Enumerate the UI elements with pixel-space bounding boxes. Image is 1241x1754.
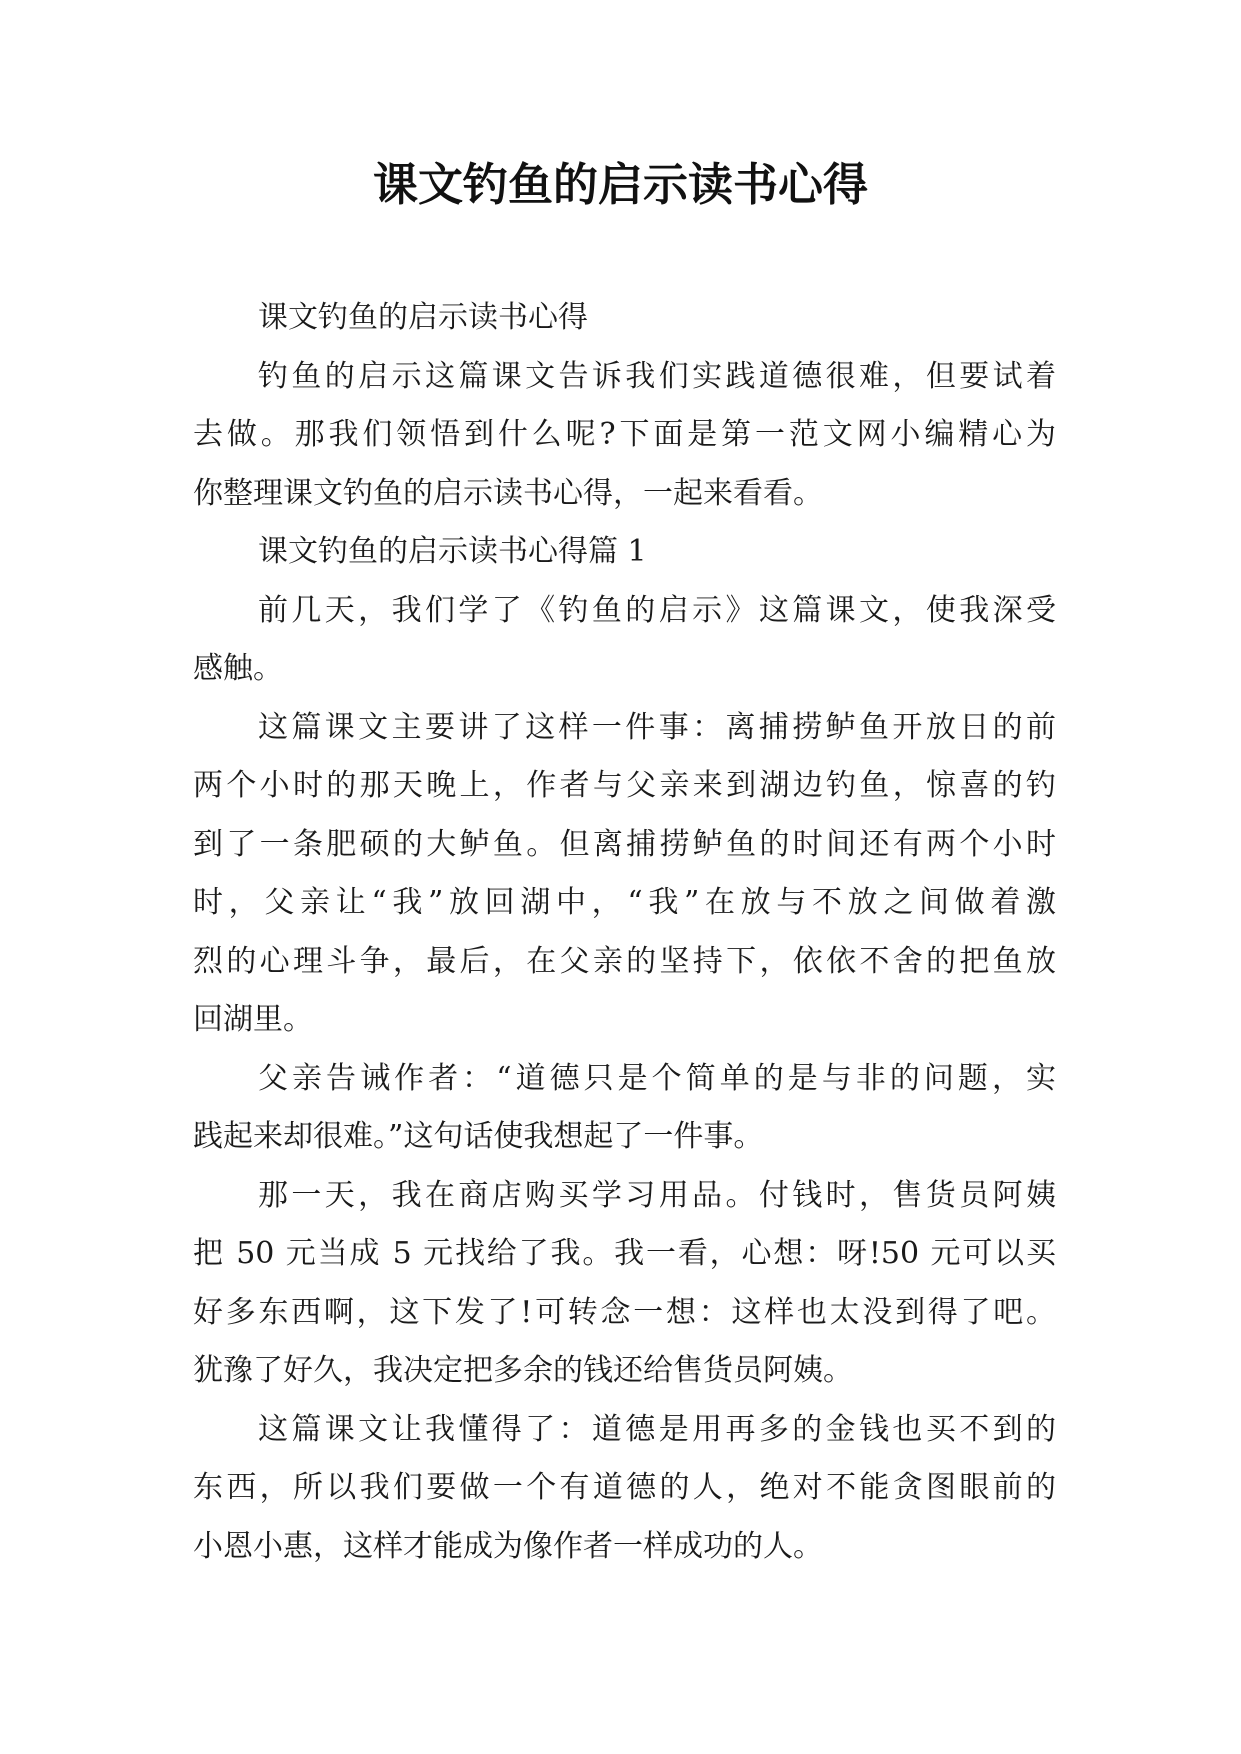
- paragraph-line: 回湖里。: [193, 1002, 313, 1037]
- paragraph-line: 感触。: [193, 651, 283, 686]
- paragraph-line: 钓鱼的启示这篇课文告诉我们实践道德很难，但要试着: [258, 358, 1056, 394]
- paragraph-line: 两个小时的那天晚上，作者与父亲来到湖边钓鱼，惊喜的钓: [193, 768, 1056, 803]
- paragraph-line: 东西，所以我们要做一个有道德的人，绝对不能贪图眼前的: [193, 1470, 1056, 1505]
- paragraph-line: 犹豫了好久，我决定把多余的钱还给售货员阿姨。: [193, 1353, 853, 1388]
- paragraph-line: 这篇课文让我懂得了：道德是用再多的金钱也买不到的: [258, 1411, 1056, 1447]
- paragraph: [193, 1167, 1056, 1401]
- paragraph-line: 那一天，我在商店购买学习用品。付钱时，售货员阿姨: [258, 1177, 1056, 1213]
- paragraph-line: 好多东西啊，这下发了!可转念一想：这样也太没到得了吧。: [193, 1294, 1056, 1330]
- document-title: 课文钓鱼的启示读书心得: [372, 158, 868, 211]
- paragraph-line: 时，父亲让“我”放回湖中，“我”在放与不放之间做着激: [193, 885, 1056, 920]
- paragraph-line: 你整理课文钓鱼的启示读书心得，一起来看看。: [193, 475, 823, 511]
- paragraph-line: 去做。那我们领悟到什么呢?下面是第一范文网小编精心为: [193, 417, 1056, 452]
- paragraph-line: 父亲告诫作者：“道德只是个简单的是与非的问题，实: [258, 1060, 1056, 1096]
- paragraph-line: 小恩小惠，这样才能成为像作者一样成功的人。: [193, 1528, 823, 1564]
- paragraph-section-heading: [193, 523, 1056, 582]
- paragraph: [193, 699, 1056, 1050]
- paragraph-line: 到了一条肥硕的大鲈鱼。但离捕捞鲈鱼的时间还有两个小时: [193, 826, 1056, 862]
- paragraph-line: 烈的心理斗争，最后，在父亲的坚持下，依依不舍的把鱼放: [193, 943, 1056, 979]
- paragraph-line: 前几天，我们学了《钓鱼的启示》这篇课文，使我深受: [258, 592, 1056, 628]
- document-body: [193, 289, 1056, 1576]
- paragraph: [193, 582, 1056, 699]
- paragraph-line: 把 50 元当成 5 元找给了我。我一看，心想：呀!50 元可以买: [193, 1236, 1056, 1271]
- paragraph-line: 这篇课文主要讲了这样一件事：离捕捞鲈鱼开放日的前: [258, 709, 1056, 745]
- paragraph-intro: [193, 348, 1056, 524]
- paragraph-line: 课文钓鱼的启示读书心得篇 1: [258, 534, 647, 569]
- paragraph-line: 践起来却很难。”这句话使我想起了一件事。: [193, 1119, 764, 1154]
- paragraph: [193, 1050, 1056, 1167]
- paragraph-subtitle: [193, 289, 1056, 348]
- paragraph-line: 课文钓鱼的启示读书心得: [258, 300, 588, 335]
- paragraph-conclusion: [193, 1401, 1056, 1577]
